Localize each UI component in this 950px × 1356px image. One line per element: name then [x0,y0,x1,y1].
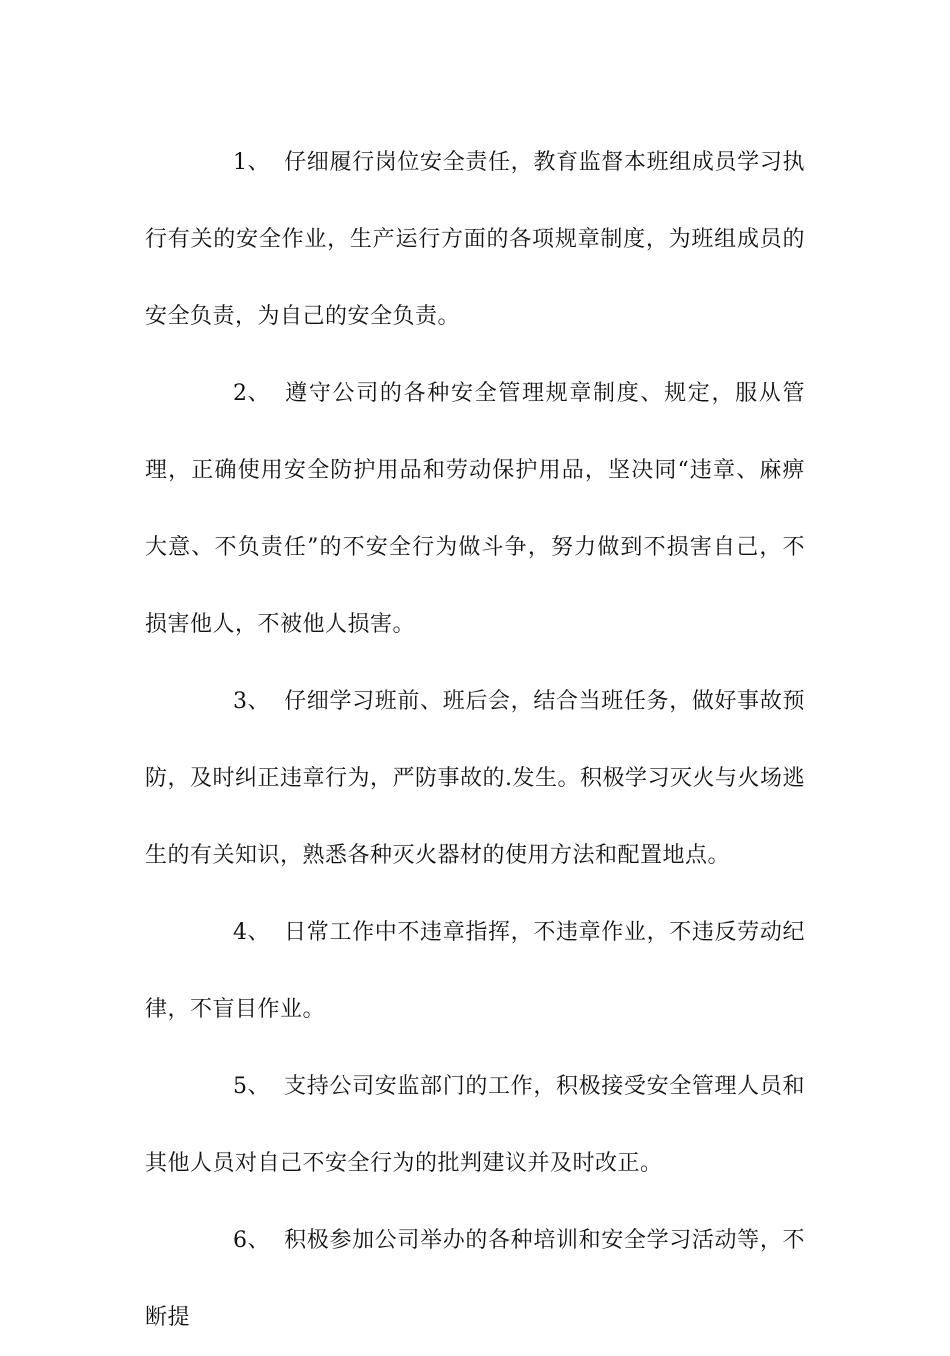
paragraph-number: 1、 [233,150,270,175]
document-body [145,124,805,1356]
paragraph-4 [145,894,805,1048]
paragraph-text: 日常工作中不违章指挥，不违章作业，不违反劳动纪律，不盲目作业。 [145,920,805,1022]
paragraph-number: 4、 [233,920,270,945]
paragraph-number: 5、 [233,1074,270,1099]
paragraph-text: 仔细学习班前、班后会，结合当班任务，做好事故预防，及时纠正违章行为，严防事故的.发生。积极学习灭火与火场逃生的有关知识，熟悉各种灭火器材的使用方法和配置地点。 [145,689,805,868]
paragraph-text: 支持公司安监部门的工作，积极接受安全管理人员和其他人员对自己不安全行为的批判建议并及时改正。 [145,1074,805,1176]
paragraph-1 [145,124,805,355]
paragraph-2 [145,355,805,663]
paragraph-text: 仔细履行岗位安全责任，教育监督本班组成员学习执行有关的安全作业，生产运行方面的各项规章制度，为班组成员的安全负责，为自己的安全负责。 [145,150,805,329]
paragraph-3 [145,663,805,894]
paragraph-6 [145,1202,805,1356]
paragraph-5 [145,1048,805,1202]
paragraph-number: 6、 [233,1228,270,1253]
paragraph-number: 3、 [233,689,270,714]
paragraph-text: 遵守公司的各种安全管理规章制度、规定，服从管理，正确使用安全防护用品和劳动保护用品，坚决同“违章、麻痹大意、不负责任”的不安全行为做斗争，努力做到不损害自己，不损害他人，不被他人损害。 [145,381,805,637]
paragraph-number: 2、 [233,381,270,406]
paragraph-text: 积极参加公司举办的各种培训和安全学习活动等，不断提 [145,1228,805,1330]
